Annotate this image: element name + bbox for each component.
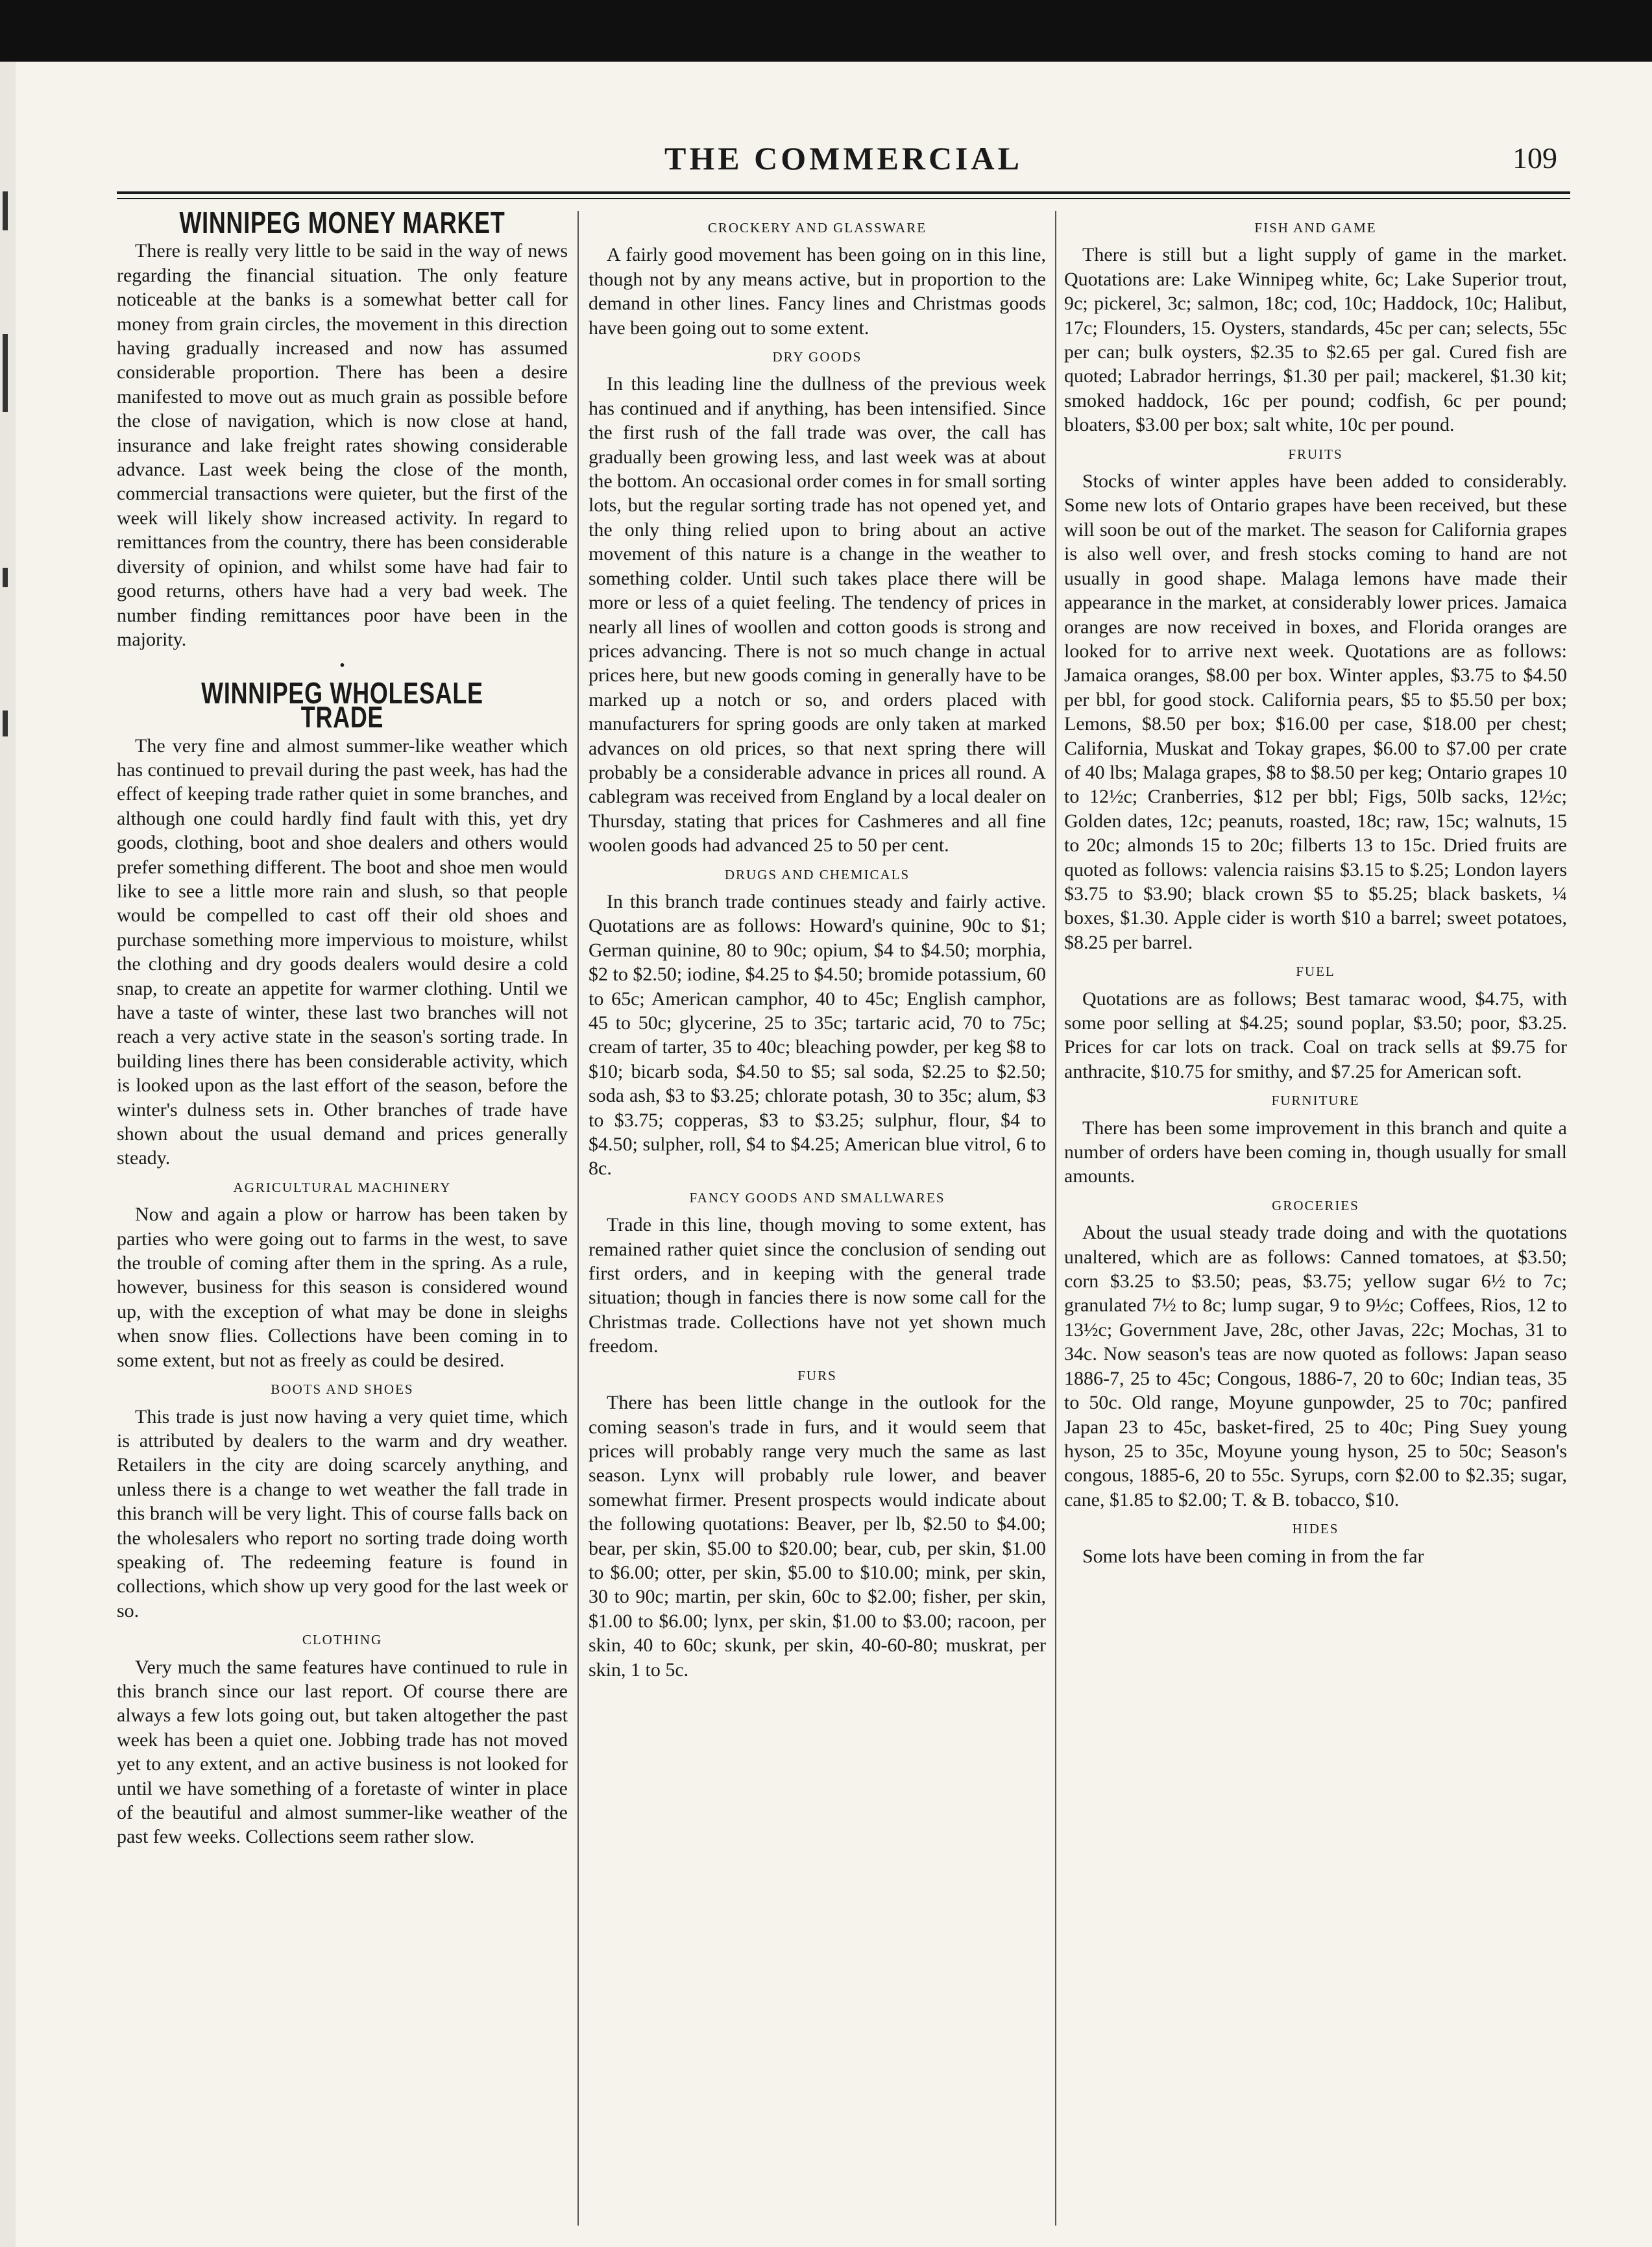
margin-mark — [3, 568, 8, 587]
fruits-heading: FRUITS — [1288, 446, 1343, 462]
margin-mark — [3, 334, 8, 412]
agricultural-heading: AGRICULTURAL MACHINERY — [233, 1179, 452, 1195]
column-2 — [589, 211, 1046, 2226]
fancy-goods-body: Trade in this line, though moving to some extent, has remained rather quiet since the conclusion of sending out first orders, and in keeping with the general trade situation; though in fancies there is now some call for the Christmas trade. Collections have not yet shown much freedom. — [589, 1214, 1046, 1357]
boots-heading: BOOTS AND SHOES — [271, 1381, 414, 1398]
dry-goods-body: In this leading line the dullness of the previous week has continued and if anything, has been intensified. Since the first rush of the fall trade was over, the call has gradually been growing less, and last week was at about the bottom. An occasional order comes in for small sorting lots, but the regular sorting trade has not opened yet, and the only thing relied upon to bring about an active movement of this nature is a change in the weather to something colder. Until such takes place there will be more or less of a quiet feeling. The tendency of prices in nearly all lines of woollen and cotton goods is strong and prices advancing. There is not so much change in actual prices here, but new goods coming in generally have to be marked up a notch or so, and orders placed with manufacturers for spring goods are only taken at marked advances on old prices, so that next spring there will probably be a considerable advance in prices all round. A cablegram was received from England by a local dealer on Thursday, stating that prices for Cashmeres and all fine woolen goods had advanced 25 to 50 per cent. — [589, 373, 1046, 856]
wholesale-trade-heading: WINNIPEG WHOLESALE TRADE — [201, 675, 483, 735]
crockery-heading: CROCKERY AND GLASSWARE — [707, 220, 927, 236]
agricultural-body: Now and again a plow or harrow has been taken by parties who were going out to farms in the west, to save the trouble of coming after them in the spring. As a rule, however, business for this season is considered wound up, with the exception of what may be done in sleighs when snow flies. Collections have been coming in to some extent, but not as freely as could be desired. — [117, 1204, 568, 1371]
column-separator — [577, 211, 579, 2226]
fuel-body: Quotations are as follows; Best tamarac wood, $4.75, with some poor selling at $4.25; sound poplar, $3.50; poor, $3.25. Prices for car lots on track. Coal on track sells at $9.75 for anthracite, $10.75 for smithy, and $7.25 for American soft. — [1064, 988, 1567, 1082]
groceries-heading: GROCERIES — [1272, 1197, 1359, 1213]
wholesale-trade-intro: The very fine and almost summer-like weather which has continued to prevail during the past week, has had the effect of keeping trade rather quiet in some branches, and although one could hardly find fault with this, yet dry goods, clothing, boot and shoe dealers and others would prefer something different. The boot and shoe men would like to see a little more rain and slush, so that people would be compelled to cast off their old shoes and purchase something more impervious to moisture, whilst the clothing and dry goods dealers would desire a cold snap, to create an appetite for warmer clothing. Until we have a taste of winter, these last two branches will not reach a very active state in the season's sorting trade. In building lines there has been considerable activity, which is looked upon as the last effort of the season, before the winter's dulness sets in. Other branches of trade have shown about the usual demand and prices generally steady. — [117, 735, 568, 1169]
furs-body: There has been little change in the outlook for the coming season's trade in furs, and it would seem that prices will probably range very much the same as last season. Lynx will probably rule lower, and beaver somewhat firmer. Present prospects would indicate about the following quotations: Beaver, per lb, $2.50 to $4.00; bear, per skin, $5.00 to $20.00; bear, cub, per skin, $1.00 to $6.00; otter, per skin, $5.00 to $10.00; mink, per skin, 30 to 90c; martin, per skin, 60c to $2.00; fisher, per skin, $1.00 to $6.00; lynx, per skin, $1.00 to $3.00; racoon, per skin, 40 to 60c; skunk, per skin, 40-60-80; muskrat, per skin, 1 to 5c. — [589, 1392, 1046, 1681]
clothing-heading: CLOTHING — [302, 1632, 383, 1648]
fancy-goods-heading: FANCY GOODS AND SMALLWARES — [689, 1189, 945, 1206]
column-1 — [117, 211, 568, 2226]
page-number: 109 — [1512, 141, 1557, 175]
fish-body: There is still but a light supply of game in the market. Quotations are: Lake Winnipeg white, 6c; Lake Superior trout, 9c; pickerel, 3c; salmon, 18c; cod, 10c; Haddock, 10c; Halibut, 17c; Flounders, 15. Oysters, standards, 45c per can; selects, 55c per can; bulk oysters, $2.35 to $2.65 per gal. Cured fish are quoted; Labrador herrings, $1.30 per pail; mackerel, $1.30 kit; smoked haddock, 16c per pound; codfish, 6c per pound; bloaters, $3.00 per box; salt white, 10c per pound. — [1064, 244, 1567, 436]
scan-top-border — [0, 0, 1652, 62]
drugs-heading: DRUGS AND CHEMICALS — [724, 866, 910, 882]
publication-title: THE COMMERCIAL — [664, 140, 1023, 176]
drugs-body: In this branch trade continues steady and fairly active. Quotations are as follows: Howard's quinine, 90c to $1; German quinine, 80 to 90c; opium, $4 to $4.50; morphia, $2 to $2.50; iodine, $4.25 to $4.50; bromide potassium, 60 to 65c; American camphor, 40 to 45c; English camphor, 45 to 50c; glycerine, 25 to 35c; tartaric acid, 70 to 75c; cream of tarter, 35 to 40c; bleaching powder, per keg $8 to $10; bicarb soda, $4.50 to $5; sal soda, $2.25 to $2.50; soda ash, $3 to $3.25; chlorate potash, 30 to 35c; alum, $3 to $3.75; copperas, $3 to $3.25; sulphur, flour, $4 to $4.50; sulpher, roll, $4 to $4.25; American blue vitrol, 6 to 8c. — [589, 890, 1046, 1180]
furs-heading: FURS — [797, 1367, 837, 1383]
page-header — [117, 133, 1570, 185]
section-divider: • — [339, 657, 345, 675]
dry-goods-heading: DRY GOODS — [772, 349, 862, 365]
clothing-body: Very much the same features have continued to rule in this branch since our last report. Of course there are always a few lots going out, but taken altogether the past week has been a quiet one. Jobbing trade has not moved yet to any extent, and an active business is not looked for until we have something of a foretaste of winter in place of the beautiful and almost summer-like weather of the past few weeks. Collections seem rather slow. — [117, 1656, 568, 1848]
scan-left-margin — [0, 62, 16, 2247]
column-3 — [1064, 211, 1567, 2226]
margin-mark — [3, 711, 8, 736]
furniture-heading: FURNITURE — [1271, 1093, 1360, 1109]
margin-mark — [3, 191, 8, 230]
fuel-heading: FUEL — [1296, 964, 1335, 980]
boots-body: This trade is just now having a very quiet time, which is attributed by dealers to the warm and dry weather. Retailers in the city are doing scarcely anything, and unless there is a change to wet weather the fall trade in this branch will be very light. This of course falls back on the wholesalers who report no sorting trade doing worth speaking of. The redeeming feature is found in collections, which show up very good for the last week or so. — [117, 1405, 568, 1621]
crockery-body: A fairly good movement has been going on in this line, though not by any means active, but in proportion to the demand in other lines. Fancy lines and Christmas goods have been going out to some extent. — [589, 244, 1046, 339]
groceries-body: About the usual steady trade doing and with the quotations unaltered, which are as follows: Canned tomatoes, at $3.50; corn $3.25 to $3.50; peas, $3.75; yellow sugar 6½ to 7c; granulated 7½ to 8c; lump sugar, 9 to 9½c; Coffees, Rios, 12 to 13½c; Government Jave, 28c, other Javas, 22c; Mochas, 31 to 34c. Now season's teas are now quoted as follows: Japan seaso 1886-7, 25 to 45c; Congous, 1886-7, 20 to 60c; Indian teas, 35 to 50c. Old range, Moyune gunpowder, 25 to 70c; panfired Japan 23 to 45c, basket-fired, 25 to 40c; Ping Suey young hyson, 25 to 35c, Moyune young hyson, 25 to 50c; Season's congous, 1885-6, 20 to 55c. Syrups, corn $2.00 to $2.35; sugar, cane, $1.85 to $2.00; T. & B. tobacco, $10. — [1064, 1222, 1567, 1511]
column-separator — [1055, 211, 1056, 2226]
header-rule — [117, 191, 1570, 194]
money-market-heading: WINNIPEG MONEY MARKET — [179, 211, 505, 239]
furniture-body: There has been some improvement in this branch and quite a number of orders have been coming in, though usually for small amounts. — [1064, 1117, 1567, 1187]
hides-body: Some lots have been coming in from the far — [1082, 1545, 1424, 1567]
header-rule-thin — [117, 198, 1570, 199]
fish-heading: FISH AND GAME — [1254, 220, 1377, 236]
fruits-body: Stocks of winter apples have been added to considerably. Some new lots of Ontario grapes have been received, but these will soon be out of the market. The season for California grapes is also well over, and fresh stocks coming to hand are not usually in good shape. Malaga lemons have made their appearance in the market, at considerably lower prices. Jamaica oranges are now received in boxes, and Florida oranges are looked for to arrive next week. Quotations are as follows: Jamaica oranges, $8.00 per box. Winter apples, $3.75 to $4.50 per bbl, for good stock. California pears, $5 to $5.50 per box; Lemons, $8.50 per box; $16.00 per case, $18.00 per chest; California, Muskat and Tokay grapes, $6.00 to $7.00 per crate of 40 lbs; Malaga grapes, $8 to $8.50 per keg; Ontario grapes 10 to 12½c; Cranberries, $12 per bbl; Figs, 50lb sacks, 12½c; Golden dates, 12c; peanuts, roasted, 18c; raw, 15c; walnuts, 15 to 20c; almonds 15 to 20c; filberts 13 to 15c. Dried fruits are quoted as follows: valencia raisins $3.15 to $.25; London layers $3.75 to $3.90; black crown $5 to $5.25; black baskets, ¼ boxes, $1.30. Apple cider is worth $10 a barrel; sweet potatoes, $8.25 per barrel. — [1064, 470, 1567, 953]
money-market-body: There is really very little to be said in the way of news regarding the financial situation. The only feature noticeable at the banks is a somewhat better call for money from grain circles, the movement in this direction having gradually increased and now has assumed considerable proportion. There has been a desire manifested to move out as much grain as possible before the close of navigation, which is now close at hand, insurance and lake freight rates showing considerable advance. Last week being the close of the month, commercial transactions were quieter, but the first of the week will likely show increased activity. In regard to remittances from the country, there has been considerable diversity of opinion, and whilst some have had fair to good returns, others have had a very bad week. The number finding remittances poor have been in the majority. — [117, 240, 568, 650]
hides-heading: HIDES — [1292, 1521, 1339, 1537]
